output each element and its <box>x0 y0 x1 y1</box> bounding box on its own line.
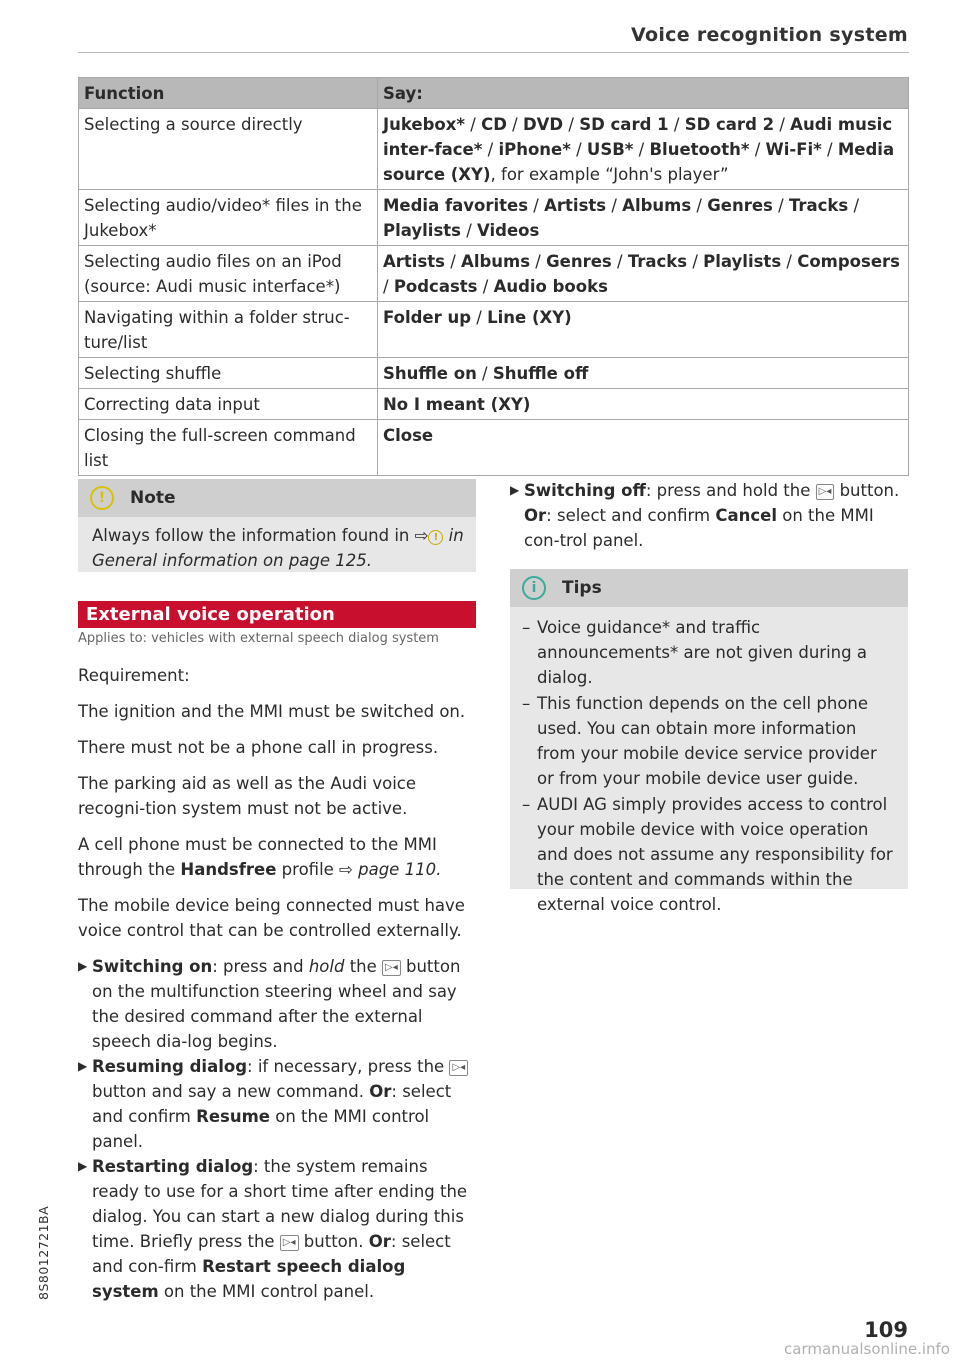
tips-item: – AUDI AG simply provides access to control your mobile device with voice operation and does not assume any responsibility for the content and commands within the external voice control. <box>522 795 893 914</box>
page-header-title: Voice recognition system <box>631 24 908 46</box>
table-row <box>79 246 909 302</box>
voice-button-icon: ▷◂ <box>280 1235 299 1251</box>
voice-button-icon: ▷◂ <box>382 960 401 976</box>
list-item-restarting-dialog: ▶ Restarting dialog: the system remains ready to use for a short time after ending the dialog. You can start a new dialog during this time. Briefly press the ▷◂ button. Or: select and con-firm Restart speech dialog system on the MMI control panel. <box>78 1154 476 1304</box>
paragraph-ignition: The ignition and the MMI must be switched on. <box>78 702 466 721</box>
table-header-function: Function <box>79 78 378 109</box>
function-cell: Navigating within a folder struc-ture/list <box>79 302 378 358</box>
table-row <box>79 358 909 389</box>
note-title: Note <box>130 488 176 508</box>
paragraph-parking-aid: The parking aid as well as the Audi voice recogni-tion system must not be active. <box>78 774 417 818</box>
table-row <box>79 302 909 358</box>
tips-list <box>510 607 908 917</box>
note-header <box>78 479 476 517</box>
function-cell: Correcting data input <box>79 389 378 420</box>
say-cell: Shuffle on / Shuffle off <box>378 358 909 389</box>
tips-title: Tips <box>562 578 602 598</box>
watermark: carmanualsonline.info <box>784 1340 950 1358</box>
applies-to-text: Applies to: vehicles with external speech dialog system <box>78 631 439 646</box>
document-code: 8S8012721BA <box>36 1205 51 1300</box>
page-link[interactable]: ⇨ page 110. <box>339 860 442 879</box>
say-cell: Media favorites / Artists / Albums / Genres / Tracks / Playlists / Videos <box>378 190 909 246</box>
function-cell: Selecting a source directly <box>79 109 378 190</box>
tips-header <box>510 569 908 607</box>
triangle-bullet-icon: ▶ <box>510 483 520 497</box>
warning-ref-icon: ! <box>428 530 443 545</box>
say-cell: Jukebox* / CD / DVD / SD card 1 / SD card 2 / Audi music inter-face* / iPhone* / USB* / Bluetooth* / Wi-Fi* / Media source (XY), for example “John's player” <box>378 109 909 190</box>
triangle-bullet-icon: ▶ <box>78 1059 88 1073</box>
list-item-resuming-dialog: ▶ Resuming dialog: if necessary, press the ▷◂ button and say a new command. Or: select and confirm Resume on the MMI control panel. <box>78 1054 476 1154</box>
left-column-text <box>78 663 476 1304</box>
section-heading: External voice operation <box>78 601 476 628</box>
triangle-bullet-icon: ▶ <box>78 959 88 973</box>
table-row <box>79 389 909 420</box>
page-number: 109 <box>864 1318 908 1342</box>
table-header-row <box>79 78 909 109</box>
header-divider <box>78 52 909 53</box>
table-row <box>79 190 909 246</box>
function-cell: Selecting audio files on an iPod (source: Audi music interface*) <box>79 246 378 302</box>
voice-button-icon: ▷◂ <box>449 1060 468 1076</box>
tips-box <box>510 569 908 914</box>
paragraph-cell-phone: A cell phone must be connected to the MMI through the Handsfree profile ⇨ page 110. <box>78 835 442 879</box>
list-item-switching-off: ▶ Switching off: press and hold the ▷◂ button. Or: select and confirm Cancel on the MMI con-trol panel. <box>510 478 908 553</box>
table-row <box>79 420 909 476</box>
note-box <box>78 479 476 572</box>
tips-item: – This function depends on the cell phone used. You can obtain more information from your mobile device service provider or from your mobile device user guide. <box>522 694 877 788</box>
paragraph-phone-call: There must not be a phone call in progress. <box>78 738 439 757</box>
exclamation-circle-icon: ! <box>90 486 114 510</box>
voice-button-icon: ▷◂ <box>816 484 835 500</box>
instruction-list-continued <box>510 478 908 553</box>
right-column-text <box>510 478 908 553</box>
table-row <box>79 109 909 190</box>
tips-item: – Voice guidance* and traffic announcements* are not given during a dialog. <box>522 618 867 687</box>
paragraph-mobile-device: The mobile device being connected must have voice control that can be controlled externally. <box>78 896 465 940</box>
requirement-label: Requirement: <box>78 666 190 685</box>
say-cell: Artists / Albums / Genres / Tracks / Playlists / Composers / Podcasts / Audio books <box>378 246 909 302</box>
function-cell: Selecting shuffle <box>79 358 378 389</box>
note-text-a: Always follow the information found in ⇨ <box>92 526 429 545</box>
note-text-b: in General information on page 125. <box>92 526 464 570</box>
instruction-list <box>78 954 476 1304</box>
say-cell: Close <box>378 420 909 476</box>
table-header-say: Say: <box>378 78 909 109</box>
voice-command-table <box>78 77 909 476</box>
triangle-bullet-icon: ▶ <box>78 1159 88 1173</box>
say-cell: No I meant (XY) <box>378 389 909 420</box>
info-circle-icon: i <box>522 576 546 600</box>
note-text <box>78 517 476 573</box>
function-cell: Selecting audio/video* files in the Jukebox* <box>79 190 378 246</box>
say-cell: Folder up / Line (XY) <box>378 302 909 358</box>
list-item-switching-on: ▶ Switching on: press and hold the ▷◂ button on the multifunction steering wheel and say the desired command after the external speech dia-log begins. <box>78 954 476 1054</box>
function-cell: Closing the full-screen command list <box>79 420 378 476</box>
